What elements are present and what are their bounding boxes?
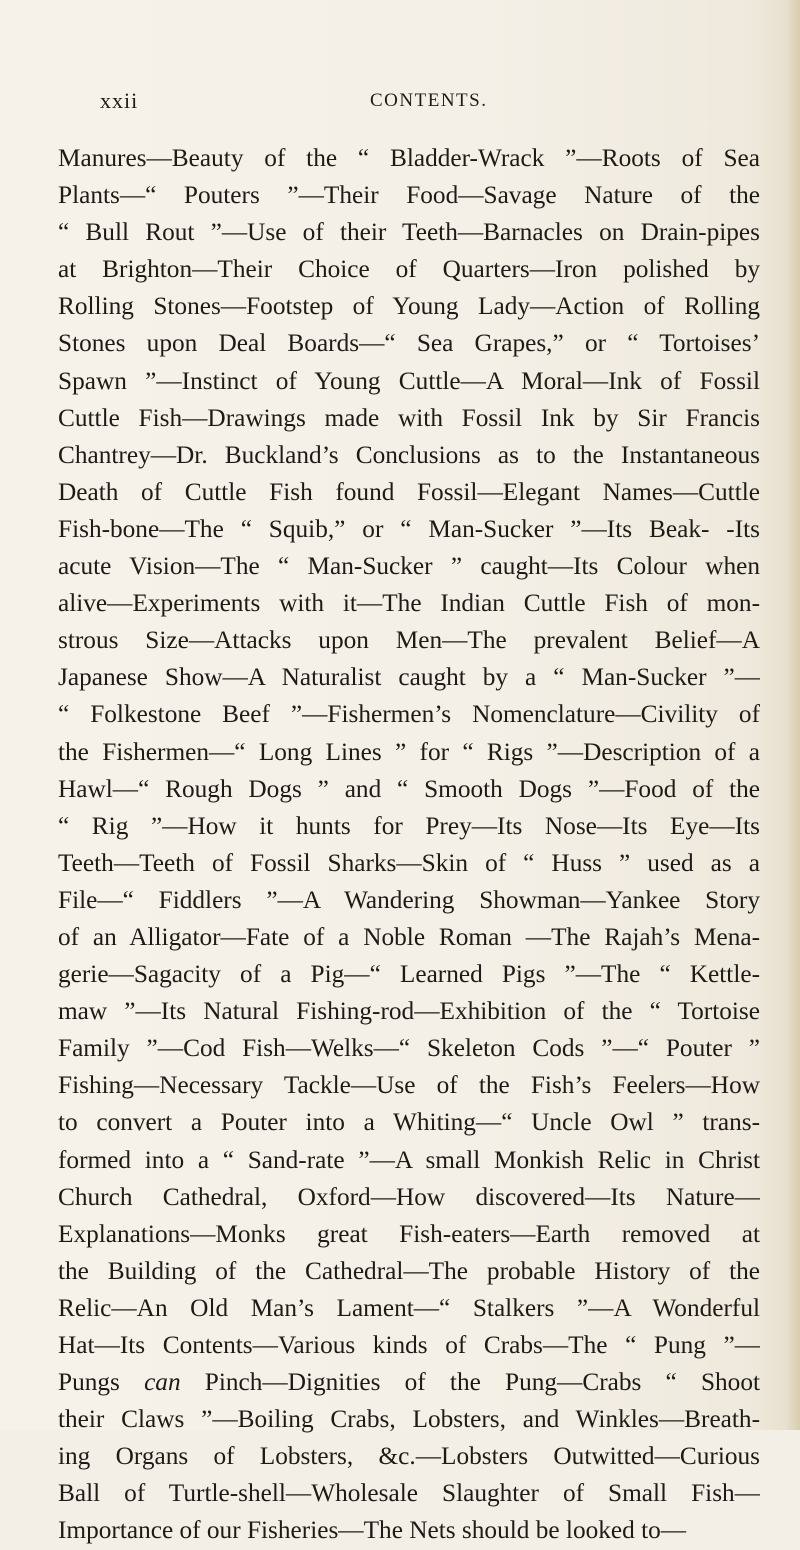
text-line: to convert a Pouter into a Whiting—“ Uncle Owl ” trans- xyxy=(58,1108,760,1137)
running-head: CONTENTS. xyxy=(370,90,488,111)
text-line: Hat—Its Contents—Various kinds of Crabs—The “ Pung ”— xyxy=(58,1331,760,1359)
text-line: Explanations—Monks great Fish-eaters—Earth removed at xyxy=(58,1219,760,1248)
text-line: Ball of Turtle-shell—Wholesale Slaughter of Small Fish— xyxy=(58,1479,760,1508)
text-line: Church Cathedral, Oxford—How discovered—Its Nature— xyxy=(58,1182,760,1211)
text-line: Teeth—Teeth of Fossil Sharks—Skin of “ Huss ” used as a xyxy=(58,848,760,877)
text-line: Pungs can Pinch—Dignities of the Pung—Crabs “ Shoot xyxy=(58,1368,760,1397)
text-line: formed into a “ Sand-rate ”—A small Monkish Relic in Christ xyxy=(58,1145,760,1174)
text-line: Hawl—“ Rough Dogs ” and “ Smooth Dogs ”—Food of the xyxy=(58,774,760,803)
text-line: Rolling Stones—Footstep of Young Lady—Action of Rolling xyxy=(58,292,760,321)
text-line: Fish-bone—The “ Squib,” or “ Man-Sucker ”—Its Beak- -Its xyxy=(58,514,760,543)
text-line: strous Size—Attacks upon Men—The prevalent Belief—A xyxy=(58,626,760,655)
text-line: Plants—“ Pouters ”—Their Food—Savage Nature of the xyxy=(58,181,760,210)
text-line: Family ”—Cod Fish—Welks—“ Skeleton Cods ”—“ Pouter ” xyxy=(58,1034,760,1063)
page-header xyxy=(100,88,740,118)
text-line: “ Folkestone Beef ”—Fishermen’s Nomenclature—Civility of xyxy=(58,700,760,729)
text-line: Japanese Show—A Naturalist caught by a “ Man-Sucker ”— xyxy=(58,663,760,692)
text-line: their Claws ”—Boiling Crabs, Lobsters, and Winkles—Breath- xyxy=(58,1405,760,1434)
text-line: the Building of the Cathedral—The probable History of the xyxy=(58,1256,760,1285)
page-edge-shading xyxy=(786,0,800,1430)
text-line: “ Rig ”—How it hunts for Prey—Its Nose—Its Eye—Its xyxy=(58,811,760,840)
text-line: ing Organs of Lobsters, &c.—Lobsters Outwitted—Curious xyxy=(58,1442,760,1471)
text-line: at Brighton—Their Choice of Quarters—Iron polished by xyxy=(58,255,760,284)
text-line: maw ”—Its Natural Fishing-rod—Exhibition of the “ Tortoise xyxy=(58,997,760,1026)
text-line: gerie—Sagacity of a Pig—“ Learned Pigs ”—The “ Kettle- xyxy=(58,960,760,989)
text-line: Manures—Beauty of the “ Bladder-Wrack ”—Roots of Sea xyxy=(58,144,760,172)
text-line: Fishing—Necessary Tackle—Use of the Fish’s Feelers—How xyxy=(58,1071,760,1100)
text-line: Cuttle Fish—Drawings made with Fossil Ink by Sir Francis xyxy=(58,403,760,432)
text-line: Death of Cuttle Fish found Fossil—Elegant Names—Cuttle xyxy=(58,477,760,506)
text-line: alive—Experiments with it—The Indian Cuttle Fish of mon- xyxy=(58,589,760,618)
text-line: of an Alligator—Fate of a Noble Roman —The Rajah’s Mena- xyxy=(58,922,760,951)
text-line: Relic—An Old Man’s Lament—“ Stalkers ”—A Wonderful xyxy=(58,1293,760,1322)
contents-paragraph xyxy=(58,140,760,1550)
text-line: Chantrey—Dr. Buckland’s Conclusions as to the Instantaneous xyxy=(58,440,760,469)
text-line: acute Vision—The “ Man-Sucker ” caught—Its Colour when xyxy=(58,552,760,581)
text-line: Spawn ”—Instinct of Young Cuttle—A Moral—Ink of Fossil xyxy=(58,366,760,395)
text-line: Stones upon Deal Boards—“ Sea Grapes,” or “ Tortoises’ xyxy=(58,329,760,358)
text-line: Importance of our Fisheries—The Nets should be looked to— xyxy=(58,1516,687,1545)
page-number: xxii xyxy=(100,88,139,113)
text-line: File—“ Fiddlers ”—A Wandering Showman—Yankee Story xyxy=(58,885,760,914)
text-line: “ Bull Rout ”—Use of their Teeth—Barnacles on Drain-pipes xyxy=(58,218,760,247)
text-line: the Fishermen—“ Long Lines ” for “ Rigs ”—Description of a xyxy=(58,737,760,766)
